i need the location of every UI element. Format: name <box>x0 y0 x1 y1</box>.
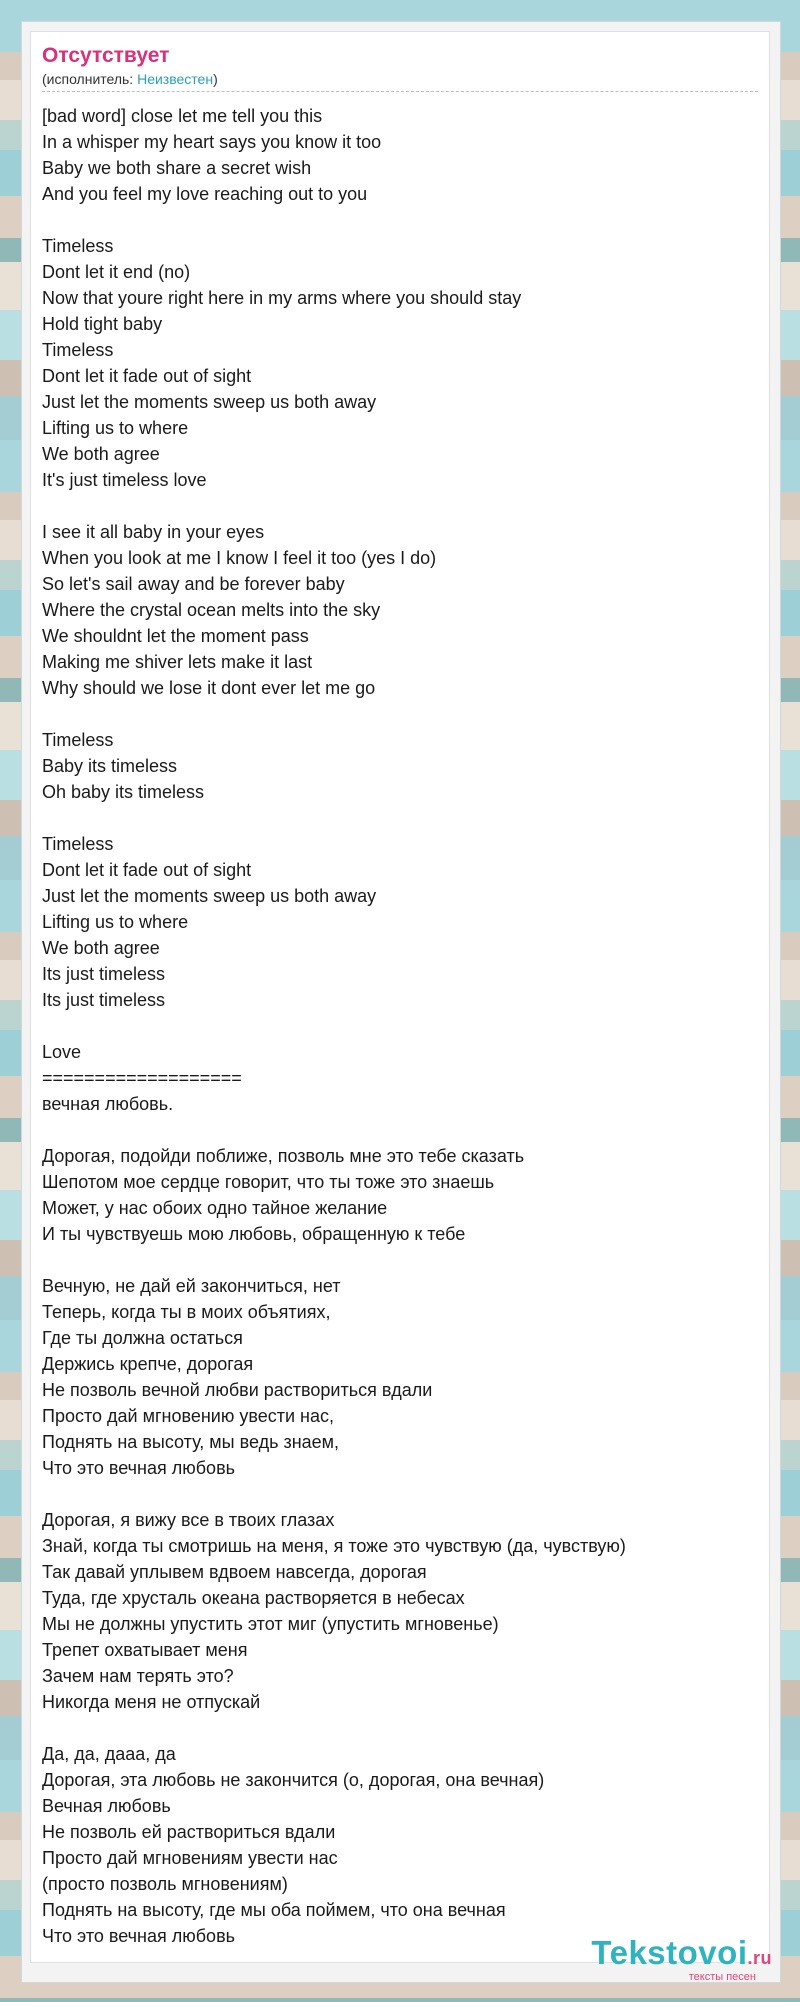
stanza-break <box>42 207 758 233</box>
lyric-line: Dont let it end (no) <box>42 262 191 282</box>
lyric-line: Its just timeless <box>42 990 166 1010</box>
lyric-line: When you look at me I know I feel it too (yes I do) <box>42 548 437 568</box>
artist-link[interactable]: Неизвестен <box>137 71 214 87</box>
logo-tagline: тексты песен <box>688 1971 756 1983</box>
stanza-break <box>42 1481 758 1507</box>
lyric-line: Timeless <box>42 340 114 360</box>
lyric-line: Что это вечная любовь <box>42 1458 236 1478</box>
lyric-line: Никогда меня не отпускай <box>42 1692 261 1712</box>
lyric-line: Мы не должны упустить этот миг (упустить мгновенье) <box>42 1614 499 1634</box>
lyric-line: Lifting us to where <box>42 418 189 438</box>
lyric-line: Туда, где хрусталь океана растворяется в небесах <box>42 1588 465 1608</box>
lyric-line: Так давай уплывем вдвоем навсегда, дорогая <box>42 1562 427 1582</box>
lyric-line: Дорогая, я вижу все в твоих глазах <box>42 1510 335 1530</box>
lyric-line: Просто дай мгновению увести нас, <box>42 1406 334 1426</box>
lyric-line: Oh baby its timeless <box>42 782 205 802</box>
lyric-line: Just let the moments sweep us both away <box>42 886 377 906</box>
site-logo[interactable] <box>591 1936 772 1983</box>
lyric-line: Lifting us to where <box>42 912 189 932</box>
lyric-line: Поднять на высоту, мы ведь знаем, <box>42 1432 340 1452</box>
lyric-line: It's just timeless love <box>42 470 207 490</box>
lyric-line: Не позволь вечной любви раствориться вдали <box>42 1380 433 1400</box>
lyric-line: Может, у нас обоих одно тайное желание <box>42 1198 388 1218</box>
lyric-line: Dont let it fade out of sight <box>42 860 252 880</box>
lyric-line: Да, да, дааа, да <box>42 1744 176 1764</box>
song-header <box>42 42 758 92</box>
stanza-break <box>42 1715 758 1741</box>
stanza-break <box>42 805 758 831</box>
lyric-line: =================== <box>42 1068 242 1088</box>
lyric-line: Дорогая, эта любовь не закончится (о, дорогая, она вечная) <box>42 1770 545 1790</box>
lyric-line: And you feel my love reaching out to you <box>42 184 368 204</box>
lyric-line: So let's sail away and be forever baby <box>42 574 345 594</box>
lyric-line: We both agree <box>42 444 160 464</box>
lyric-line: Love <box>42 1042 82 1062</box>
lyric-line: Just let the moments sweep us both away <box>42 392 377 412</box>
lyric-line: Где ты должна остаться <box>42 1328 243 1348</box>
lyric-line: Timeless <box>42 236 114 256</box>
lyric-line: Timeless <box>42 730 114 750</box>
lyric-line: [bad word] close let me tell you this <box>42 106 323 126</box>
lyric-line: Baby its timeless <box>42 756 178 776</box>
lyric-line: Не позволь ей раствориться вдали <box>42 1822 336 1842</box>
lyric-line: Now that youre right here in my arms where you should stay <box>42 288 522 308</box>
lyric-line: Вечная любовь <box>42 1796 171 1816</box>
logo-main-text: Tekstovoi <box>591 1934 748 1971</box>
song-title: Отсутствует <box>42 44 170 67</box>
lyric-line: Шепотом мое сердце говорит, что ты тоже это знаешь <box>42 1172 495 1192</box>
lyric-line: Timeless <box>42 834 114 854</box>
lyric-line: We shouldnt let the moment pass <box>42 626 309 646</box>
lyric-line: Трепет охватывает меня <box>42 1640 248 1660</box>
lyric-line: We both agree <box>42 938 160 958</box>
artist-suffix: ) <box>213 71 218 87</box>
lyric-line: I see it all baby in your eyes <box>42 522 265 542</box>
lyric-line: Where the crystal ocean melts into the sky <box>42 600 381 620</box>
lyric-line: Baby we both share a secret wish <box>42 158 312 178</box>
lyric-line: И ты чувствуешь мою любовь, обращенную к тебе <box>42 1224 466 1244</box>
artist-line <box>42 70 758 92</box>
lyric-line: вечная любовь. <box>42 1094 174 1114</box>
lyric-line: Making me shiver lets make it last <box>42 652 313 672</box>
lyric-line: Вечную, не дай ей закончиться, нет <box>42 1276 341 1296</box>
artist-prefix: (исполнитель: <box>42 71 138 87</box>
stanza-break <box>42 701 758 727</box>
lyric-line: Знай, когда ты смотришь на меня, я тоже это чувствую (да, чувствую) <box>42 1536 626 1556</box>
lyric-line: (просто позволь мгновениям) <box>42 1874 288 1894</box>
stanza-break <box>42 1117 758 1143</box>
lyrics-text <box>42 103 758 1949</box>
logo-domain-suffix: .ru <box>747 1948 772 1968</box>
lyric-line: Why should we lose it dont ever let me go <box>42 678 376 698</box>
lyric-line: Дорогая, подойди поближе, позволь мне это тебе сказать <box>42 1146 525 1166</box>
lyric-line: Hold tight baby <box>42 314 163 334</box>
lyric-line: In a whisper my heart says you know it too <box>42 132 382 152</box>
stanza-break <box>42 1013 758 1039</box>
lyric-line: Dont let it fade out of sight <box>42 366 252 386</box>
stanza-break <box>42 493 758 519</box>
lyric-line: Держись крепче, дорогая <box>42 1354 254 1374</box>
lyric-line: Зачем нам терять это? <box>42 1666 234 1686</box>
lyric-line: Its just timeless <box>42 964 166 984</box>
lyric-line: Что это вечная любовь <box>42 1926 236 1946</box>
lyric-line: Поднять на высоту, где мы оба поймем, что она вечная <box>42 1900 506 1920</box>
lyric-line: Теперь, когда ты в моих объятиях, <box>42 1302 331 1322</box>
stanza-break <box>42 1247 758 1273</box>
lyric-line: Просто дай мгновениям увести нас <box>42 1848 338 1868</box>
